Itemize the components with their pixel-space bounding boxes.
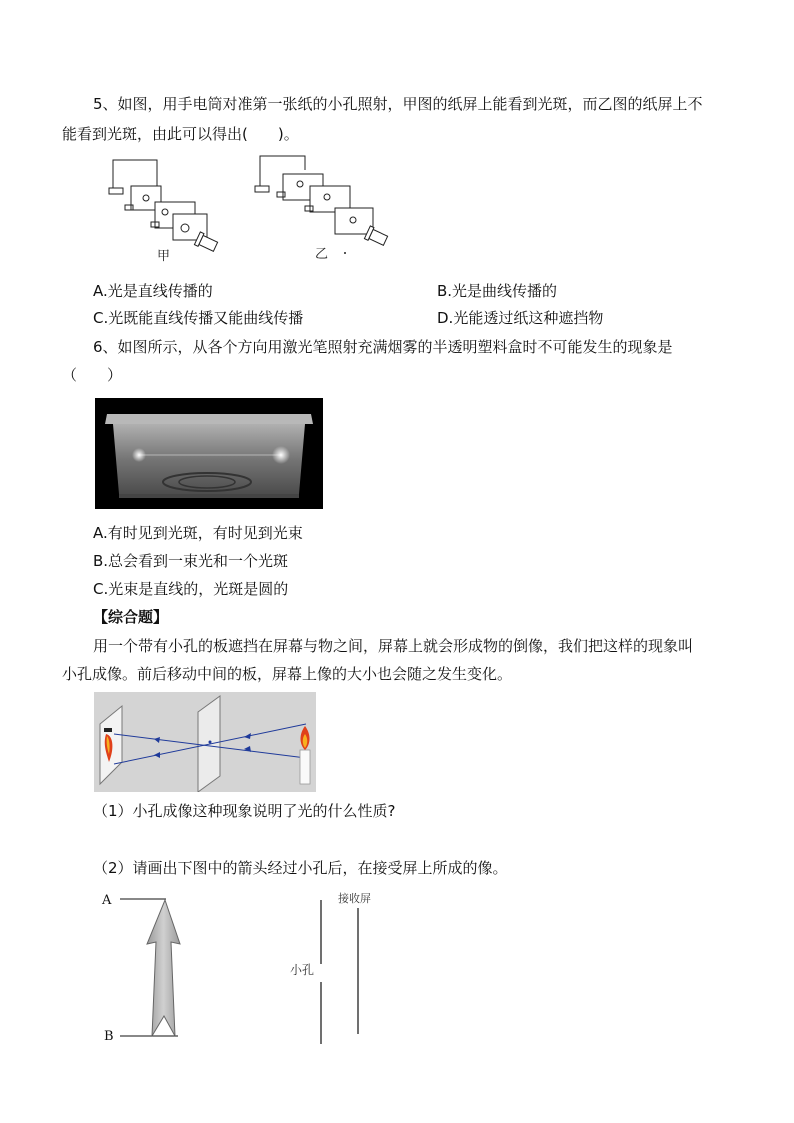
q5-text-line1: 5、如图，用手电筒对准第一张纸的小孔照射，甲图的纸屏上能看到光斑，而乙图的纸屏上不 [93, 95, 703, 113]
q6-box-photo [95, 398, 323, 509]
sub-question-2: （2）请画出下图中的箭头经过小孔后，在接受屏上所成的像。 [93, 859, 508, 877]
q5-figure [105, 150, 405, 270]
q5-option-d[interactable]: D.光能透过纸这种遮挡物 [437, 309, 604, 327]
label-b: B [104, 1029, 114, 1044]
label-pinhole: 小孔 [290, 963, 315, 977]
sub-question-1: （1）小孔成像这种现象说明了光的什么性质? [93, 802, 396, 820]
q6-option-c[interactable]: C.光束是直线的，光斑是圆的 [93, 580, 289, 598]
q5-label-jia: 甲 [157, 249, 171, 264]
pinhole-diagram [94, 692, 316, 792]
arrow-shape [147, 900, 180, 1036]
q5-figure-jia [109, 160, 218, 253]
section-heading: 【综合题】 [93, 608, 169, 626]
q6-option-a[interactable]: A.有时见到光斑，有时见到光束 [93, 524, 303, 542]
label-a: A [102, 893, 112, 908]
q6-text-line2: （ ） [62, 366, 123, 384]
comprehensive-text-line2: 小孔成像。前后移动中间的板，屏幕上像的大小也会随之发生变化。 [62, 665, 513, 683]
q5-figure-yi [255, 156, 388, 247]
q5-option-c[interactable]: C.光既能直线传播又能曲线传播 [93, 309, 304, 327]
label-screen: 接收屏 [338, 892, 371, 905]
q5-label-yi: 乙 [315, 247, 329, 262]
comprehensive-text-line1: 用一个带有小孔的板遮挡在屏幕与物之间，屏幕上就会形成物的倒像，我们把这样的现象叫 [93, 637, 694, 655]
q5-option-b[interactable]: B.光是曲线传播的 [437, 282, 558, 300]
q6-text-line1: 6、如图所示，从各个方向用激光笔照射充满烟雾的半透明塑料盒时不可能发生的现象是 [93, 338, 673, 356]
q5-text-line2: 能看到光斑，由此可以得出( )。 [62, 125, 299, 143]
arrow-pinhole-diagram [100, 888, 390, 1053]
q5-option-a[interactable]: A.光是直线传播的 [93, 282, 213, 300]
q6-option-b[interactable]: B.总会看到一束光和一个光斑 [93, 552, 289, 570]
